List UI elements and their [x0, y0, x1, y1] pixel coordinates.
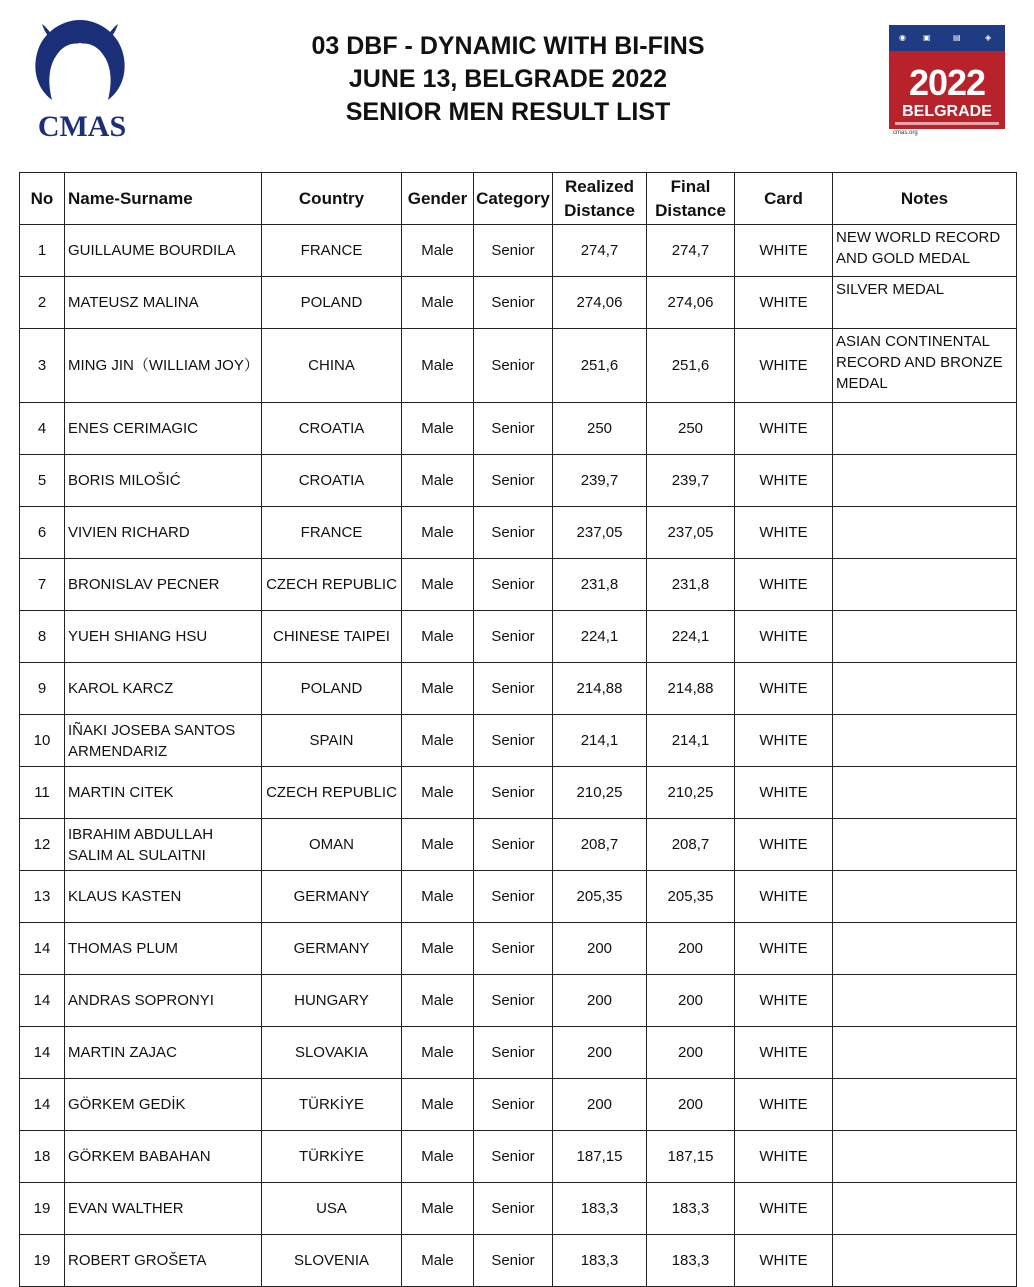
cell-name: ENES CERIMAGIC — [65, 403, 262, 455]
cell-country: SPAIN — [262, 715, 402, 767]
cell-card: WHITE — [735, 1079, 833, 1131]
logo-city: BELGRADE — [902, 103, 992, 120]
result-list-title: SENIOR MEN RESULT LIST — [345, 98, 671, 126]
cell-realized-distance: 214,1 — [553, 715, 647, 767]
cell-notes — [833, 871, 1017, 923]
cell-final-distance: 210,25 — [647, 767, 735, 819]
cell-notes — [833, 559, 1017, 611]
table-header-row — [20, 173, 1017, 225]
cell-no: 11 — [20, 767, 65, 819]
cell-realized-distance: 231,8 — [553, 559, 647, 611]
cell-realized-distance: 200 — [553, 923, 647, 975]
cell-notes — [833, 1235, 1017, 1287]
cell-card: WHITE — [735, 507, 833, 559]
cell-category: Senior — [474, 507, 553, 559]
cell-country: CZECH REPUBLIC — [262, 767, 402, 819]
cell-card: WHITE — [735, 559, 833, 611]
cell-realized-distance: 224,1 — [553, 611, 647, 663]
cell-notes — [833, 611, 1017, 663]
cell-name: IBRAHIM ABDULLAH SALIM AL SULAITNI — [65, 819, 262, 871]
cell-notes — [833, 403, 1017, 455]
cell-country: POLAND — [262, 277, 402, 329]
cell-name: MARTIN ZAJAC — [65, 1027, 262, 1079]
cell-category: Senior — [474, 1183, 553, 1235]
badge-icon: ◉ — [899, 33, 906, 42]
cell-card: WHITE — [735, 403, 833, 455]
cell-country: SLOVENIA — [262, 1235, 402, 1287]
cell-realized-distance: 274,7 — [553, 225, 647, 277]
cell-no: 4 — [20, 403, 65, 455]
cell-final-distance: 183,3 — [647, 1235, 735, 1287]
cell-country: GERMANY — [262, 923, 402, 975]
cell-country: SLOVAKIA — [262, 1027, 402, 1079]
cell-notes — [833, 1131, 1017, 1183]
cell-name: IÑAKI JOSEBA SANTOS ARMENDARIZ — [65, 715, 262, 767]
cell-realized-distance: 274,06 — [553, 277, 647, 329]
cell-final-distance: 200 — [647, 1027, 735, 1079]
cell-realized-distance: 237,05 — [553, 507, 647, 559]
cell-notes — [833, 1079, 1017, 1131]
cell-no: 14 — [20, 975, 65, 1027]
cell-final-distance: 205,35 — [647, 871, 735, 923]
cell-final-distance: 200 — [647, 1079, 735, 1131]
col-header-category: Category — [474, 173, 553, 225]
cell-country: HUNGARY — [262, 975, 402, 1027]
cell-card: WHITE — [735, 715, 833, 767]
logo-subtitle-stripe — [895, 122, 999, 125]
cell-category: Senior — [474, 559, 553, 611]
cell-name: THOMAS PLUM — [65, 923, 262, 975]
table-row — [20, 277, 1017, 329]
cell-name: GUILLAUME BOURDILA — [65, 225, 262, 277]
cell-gender: Male — [402, 1183, 474, 1235]
cell-gender: Male — [402, 225, 474, 277]
cell-realized-distance: 205,35 — [553, 871, 647, 923]
partner-icon: ▣ — [923, 33, 931, 42]
cell-no: 14 — [20, 1079, 65, 1131]
cell-category: Senior — [474, 1131, 553, 1183]
page-title — [250, 30, 766, 129]
cell-final-distance: 187,15 — [647, 1131, 735, 1183]
cell-category: Senior — [474, 819, 553, 871]
cell-country: POLAND — [262, 663, 402, 715]
cell-gender: Male — [402, 507, 474, 559]
cell-final-distance: 237,05 — [647, 507, 735, 559]
cell-name: MARTIN CITEK — [65, 767, 262, 819]
cell-card: WHITE — [735, 923, 833, 975]
event-mini-icon: ▤ — [953, 33, 961, 42]
cell-card: WHITE — [735, 1131, 833, 1183]
cell-no: 12 — [20, 819, 65, 871]
cell-category: Senior — [474, 455, 553, 507]
cell-no: 7 — [20, 559, 65, 611]
cell-category: Senior — [474, 1235, 553, 1287]
cell-country: CZECH REPUBLIC — [262, 559, 402, 611]
results-table — [19, 172, 1017, 1287]
cell-notes — [833, 715, 1017, 767]
cell-gender: Male — [402, 663, 474, 715]
cell-no: 3 — [20, 329, 65, 403]
cell-country: CROATIA — [262, 403, 402, 455]
cell-notes — [833, 767, 1017, 819]
cell-country: GERMANY — [262, 871, 402, 923]
cell-final-distance: 231,8 — [647, 559, 735, 611]
cell-card: WHITE — [735, 1235, 833, 1287]
cell-category: Senior — [474, 403, 553, 455]
cell-final-distance: 274,7 — [647, 225, 735, 277]
cell-notes — [833, 975, 1017, 1027]
table-row — [20, 403, 1017, 455]
cell-final-distance: 200 — [647, 975, 735, 1027]
cell-notes: SILVER MEDAL — [833, 277, 1017, 329]
cell-country: TÜRKİYE — [262, 1131, 402, 1183]
cell-final-distance: 208,7 — [647, 819, 735, 871]
event-date-location: JUNE 13, BELGRADE 2022 — [348, 65, 668, 93]
cell-realized-distance: 187,15 — [553, 1131, 647, 1183]
logo-year: 2022 — [908, 62, 986, 103]
cell-gender: Male — [402, 1079, 474, 1131]
cell-gender: Male — [402, 975, 474, 1027]
cell-card: WHITE — [735, 663, 833, 715]
table-row — [20, 1027, 1017, 1079]
belgrade-2022-logo — [889, 25, 1005, 138]
cell-final-distance: 274,06 — [647, 277, 735, 329]
cell-gender: Male — [402, 1235, 474, 1287]
cell-category: Senior — [474, 871, 553, 923]
cell-card: WHITE — [735, 1183, 833, 1235]
table-row — [20, 611, 1017, 663]
table-row — [20, 1131, 1017, 1183]
cell-realized-distance: 200 — [553, 975, 647, 1027]
table-row — [20, 455, 1017, 507]
cmas-logo — [22, 14, 138, 146]
cell-final-distance: 250 — [647, 403, 735, 455]
mermaid-emblem-icon — [22, 14, 138, 114]
cell-no: 5 — [20, 455, 65, 507]
cell-name: GÖRKEM GEDİK — [65, 1079, 262, 1131]
cell-card: WHITE — [735, 455, 833, 507]
table-row — [20, 329, 1017, 403]
cell-name: EVAN WALTHER — [65, 1183, 262, 1235]
cell-no: 2 — [20, 277, 65, 329]
cell-realized-distance: 183,3 — [553, 1183, 647, 1235]
cell-country: TÜRKİYE — [262, 1079, 402, 1131]
cell-final-distance: 200 — [647, 923, 735, 975]
cell-card: WHITE — [735, 975, 833, 1027]
col-header-name: Name-Surname — [65, 173, 262, 225]
cell-final-distance: 251,6 — [647, 329, 735, 403]
cell-category: Senior — [474, 923, 553, 975]
table-row — [20, 663, 1017, 715]
cell-card: WHITE — [735, 767, 833, 819]
cell-no: 10 — [20, 715, 65, 767]
cell-name: VIVIEN RICHARD — [65, 507, 262, 559]
cell-card: WHITE — [735, 611, 833, 663]
cell-country: CHINESE TAIPEI — [262, 611, 402, 663]
cell-card: WHITE — [735, 819, 833, 871]
table-row — [20, 1079, 1017, 1131]
col-header-no: No — [20, 173, 65, 225]
cell-no: 19 — [20, 1235, 65, 1287]
table-row — [20, 715, 1017, 767]
cell-no: 8 — [20, 611, 65, 663]
cell-no: 1 — [20, 225, 65, 277]
cell-gender: Male — [402, 871, 474, 923]
cell-notes — [833, 819, 1017, 871]
cell-card: WHITE — [735, 871, 833, 923]
cell-category: Senior — [474, 975, 553, 1027]
cell-country: FRANCE — [262, 507, 402, 559]
cell-name: GÖRKEM BABAHAN — [65, 1131, 262, 1183]
cell-final-distance: 239,7 — [647, 455, 735, 507]
cell-name: YUEH SHIANG HSU — [65, 611, 262, 663]
col-header-card: Card — [735, 173, 833, 225]
federation-icon: ◈ — [985, 33, 992, 42]
table-row — [20, 1183, 1017, 1235]
cell-category: Senior — [474, 225, 553, 277]
table-row — [20, 923, 1017, 975]
cell-country: OMAN — [262, 819, 402, 871]
cell-name: MATEUSZ MALINA — [65, 277, 262, 329]
cell-notes — [833, 455, 1017, 507]
cell-category: Senior — [474, 663, 553, 715]
cell-no: 6 — [20, 507, 65, 559]
cell-country: FRANCE — [262, 225, 402, 277]
cell-realized-distance: 200 — [553, 1079, 647, 1131]
cell-realized-distance: 239,7 — [553, 455, 647, 507]
cell-notes: ASIAN CONTINENTAL RECORD AND BRONZE MEDAL — [833, 329, 1017, 403]
cell-notes — [833, 923, 1017, 975]
cell-realized-distance: 251,6 — [553, 329, 647, 403]
cell-notes — [833, 507, 1017, 559]
cell-category: Senior — [474, 767, 553, 819]
cell-category: Senior — [474, 611, 553, 663]
cell-card: WHITE — [735, 277, 833, 329]
cell-no: 13 — [20, 871, 65, 923]
cell-final-distance: 214,1 — [647, 715, 735, 767]
cell-realized-distance: 183,3 — [553, 1235, 647, 1287]
cell-category: Senior — [474, 1079, 553, 1131]
cell-realized-distance: 250 — [553, 403, 647, 455]
cell-gender: Male — [402, 277, 474, 329]
cell-card: WHITE — [735, 225, 833, 277]
cell-category: Senior — [474, 329, 553, 403]
cell-name: BRONISLAV PECNER — [65, 559, 262, 611]
cell-card: WHITE — [735, 1027, 833, 1079]
cell-country: CROATIA — [262, 455, 402, 507]
cell-realized-distance: 214,88 — [553, 663, 647, 715]
table-row — [20, 975, 1017, 1027]
table-row — [20, 507, 1017, 559]
cell-notes — [833, 1183, 1017, 1235]
cell-gender: Male — [402, 819, 474, 871]
table-row — [20, 559, 1017, 611]
cell-category: Senior — [474, 1027, 553, 1079]
table-row — [20, 871, 1017, 923]
cell-no: 14 — [20, 1027, 65, 1079]
col-header-country: Country — [262, 173, 402, 225]
cell-gender: Male — [402, 559, 474, 611]
cell-final-distance: 214,88 — [647, 663, 735, 715]
cell-category: Senior — [474, 277, 553, 329]
cell-card: WHITE — [735, 329, 833, 403]
logo-footer: cmas.org — [889, 129, 1005, 138]
cell-realized-distance: 210,25 — [553, 767, 647, 819]
cell-notes: NEW WORLD RECORD AND GOLD MEDAL — [833, 225, 1017, 277]
cell-no: 18 — [20, 1131, 65, 1183]
table-row — [20, 1235, 1017, 1287]
cell-name: ROBERT GROŠETA — [65, 1235, 262, 1287]
table-row — [20, 767, 1017, 819]
col-header-final-distance: Final Distance — [647, 173, 735, 225]
col-header-realized-distance: Realized Distance — [553, 173, 647, 225]
event-title: 03 DBF - DYNAMIC WITH BI-FINS — [311, 32, 705, 60]
cell-realized-distance: 208,7 — [553, 819, 647, 871]
cell-name: BORIS MILOŠIĆ — [65, 455, 262, 507]
cell-gender: Male — [402, 923, 474, 975]
cell-category: Senior — [474, 715, 553, 767]
cmas-logo-text: CMAS — [37, 110, 127, 143]
cell-gender: Male — [402, 329, 474, 403]
cell-name: KAROL KARCZ — [65, 663, 262, 715]
cell-name: ANDRAS SOPRONYI — [65, 975, 262, 1027]
cell-realized-distance: 200 — [553, 1027, 647, 1079]
col-header-notes: Notes — [833, 173, 1017, 225]
cell-name: KLAUS KASTEN — [65, 871, 262, 923]
cell-gender: Male — [402, 455, 474, 507]
cell-country: CHINA — [262, 329, 402, 403]
cell-final-distance: 183,3 — [647, 1183, 735, 1235]
cell-no: 9 — [20, 663, 65, 715]
cell-gender: Male — [402, 611, 474, 663]
cell-no: 14 — [20, 923, 65, 975]
cell-gender: Male — [402, 1027, 474, 1079]
cell-gender: Male — [402, 767, 474, 819]
cell-gender: Male — [402, 403, 474, 455]
cell-notes — [833, 1027, 1017, 1079]
col-header-gender: Gender — [402, 173, 474, 225]
cell-gender: Male — [402, 1131, 474, 1183]
cell-name: MING JIN（WILLIAM JOY） — [65, 329, 262, 403]
table-row — [20, 819, 1017, 871]
cell-notes — [833, 663, 1017, 715]
cell-gender: Male — [402, 715, 474, 767]
cell-country: USA — [262, 1183, 402, 1235]
cell-final-distance: 224,1 — [647, 611, 735, 663]
cell-no: 19 — [20, 1183, 65, 1235]
table-row — [20, 225, 1017, 277]
